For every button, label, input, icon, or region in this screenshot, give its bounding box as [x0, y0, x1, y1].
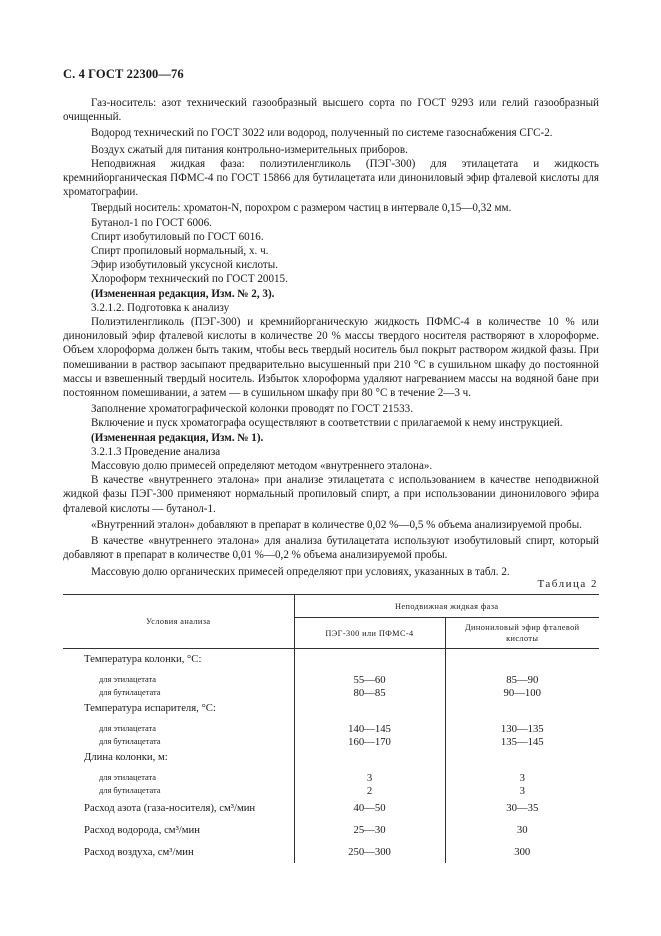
amendment-note: (Измененная редакция, Изм. № 2, 3). — [91, 287, 275, 300]
row-label: Расход воздуха, см³/мин — [84, 846, 194, 858]
table-row — [63, 841, 599, 863]
group-label: Температура испарителя, °С: — [84, 702, 216, 714]
row-label: для бутилацетата — [99, 687, 161, 697]
amendment-note: (Измененная редакция, Изм. № 1). — [91, 431, 264, 444]
table-head-col2: Динониловый эфир фталевой кислоты — [445, 618, 599, 649]
group-label: Длина колонки, м: — [84, 751, 168, 763]
value-cell: 30 — [445, 819, 599, 841]
table-head-col1: ПЭГ-300 или ПФМС-4 — [294, 618, 445, 649]
value-cell: 30—35 — [445, 797, 599, 819]
table-row — [63, 819, 599, 841]
value-cell: 130—135 — [445, 720, 599, 736]
paragraph: Водород технический по ГОСТ 3022 или водород, полученный по системе газоснабжения СГС-2. — [91, 127, 553, 140]
table-row — [63, 720, 599, 736]
paragraph: Бутанол-1 по ГОСТ 6006. — [91, 216, 212, 229]
paragraph: В качестве «внутреннего эталона» для анализа бутилацетата используют изобутиловый спирт, который добавляют в препарат в количестве 0,01 %—0,2 % объема анализируемой пробы. — [63, 535, 599, 562]
group-label: Температура колонки, °С: — [84, 653, 202, 665]
table-row — [63, 671, 599, 687]
row-label: для бутилацетата — [99, 785, 161, 795]
table-row — [63, 687, 599, 700]
document-body — [63, 96, 599, 579]
empty-cell — [294, 649, 445, 672]
value-cell: 160—170 — [294, 736, 445, 749]
paragraph: «Внутренний эталон» добавляют в препарат в количестве 0,02 %—0,5 % объема анализируемой пробы. — [91, 518, 582, 531]
empty-cell — [445, 699, 599, 720]
table-row — [63, 736, 599, 749]
paragraph: Хлороформ технический по ГОСТ 20015. — [91, 273, 288, 286]
empty-cell — [294, 748, 445, 769]
row-label: для бутилацетата — [99, 736, 161, 746]
empty-cell — [294, 699, 445, 720]
row-label: Расход водорода, см³/мин — [84, 824, 200, 836]
paragraph: Воздух сжатый для питания контрольно-измерительных приборов. — [91, 143, 408, 156]
value-cell: 3 — [445, 785, 599, 798]
paragraph: Твердый носитель: хроматон-N, порохром с размером частиц в интервале 0,15—0,32 мм. — [91, 202, 512, 215]
value-cell: 40—50 — [294, 797, 445, 819]
paragraph: Заполнение хроматографической колонки проводят по ГОСТ 21533. — [91, 403, 413, 416]
section-heading: 3.2.1.3 Проведение анализа — [91, 445, 221, 458]
paragraph: Включение и пуск хроматографа осуществляют в соответствии с прилагаемой к нему инструкцией. — [91, 417, 563, 430]
table-row — [63, 649, 599, 672]
table-row — [63, 785, 599, 798]
table-head-conditions: Условия анализа — [63, 595, 294, 649]
paragraph: Неподвижная жидкая фаза: полиэтиленгликоль (ПЭГ-300) для этилацетата и жидкость кремнийорганическая ПФМС-4 по ГОСТ 15866 для бутилацетата или динониловый эфир фталевой кислоты для хроматографии. — [63, 157, 599, 199]
row-label: для этилацетата — [99, 773, 156, 782]
paragraph: Спирт пропиловый нормальный, х. ч. — [91, 245, 269, 258]
row-label: Расход азота (газа-носителя), см³/мин — [84, 802, 256, 814]
value-cell: 3 — [294, 769, 445, 785]
page-header: С. 4 ГОСТ 22300—76 — [63, 67, 184, 81]
empty-cell — [445, 748, 599, 769]
value-cell: 90—100 — [445, 687, 599, 700]
paragraph: Эфир изобутиловый уксусной кислоты. — [91, 259, 278, 272]
paragraph: Газ-носитель: азот технический газообразный высшего сорта по ГОСТ 9293 или гелий газообразный очищенный. — [63, 97, 599, 124]
table-row — [63, 748, 599, 769]
paragraph: Массовую долю органических примесей определяют при условиях, указанных в табл. 2. — [91, 565, 510, 578]
row-label: для этилацетата — [99, 675, 156, 684]
table-row — [63, 699, 599, 720]
table-row — [63, 797, 599, 819]
section-heading: 3.2.1.2. Подготовка к анализу — [91, 301, 230, 314]
paragraph: Спирт изобутиловый по ГОСТ 6016. — [91, 230, 264, 243]
value-cell: 300 — [445, 841, 599, 863]
value-cell: 25—30 — [294, 819, 445, 841]
value-cell: 80—85 — [294, 687, 445, 700]
paragraph: Массовую долю примесей определяют методом «внутреннего эталона». — [91, 460, 433, 473]
row-label: для этилацетата — [99, 724, 156, 733]
value-cell: 250—300 — [294, 841, 445, 863]
value-cell: 3 — [445, 769, 599, 785]
empty-cell — [445, 649, 599, 672]
value-cell: 140—145 — [294, 720, 445, 736]
value-cell: 85—90 — [445, 671, 599, 687]
table-head-phase: Неподвижная жидкая фаза — [294, 595, 599, 618]
paragraph: В качестве «внутреннего эталона» при анализе этилацетата с использованием в качестве неподвижной жидкой фазы ПЭГ-300 применяют нормальный пропиловый спирт, а при использовании динонилового эфира фталевой кислоты — бутанол-1. — [63, 474, 599, 515]
value-cell: 2 — [294, 785, 445, 798]
paragraph: Полиэтиленгликоль (ПЭГ-300) и кремнийорганическую жидкость ПФМС-4 в количестве 10 % или динониловый эфир фталевой кислоты в количестве 20 % массы твердого носителя растворяют в хлороформе. Объем хлороформа должен быть таким, чтобы весь твердый носитель был покрыт раствором жидкой фазы. При помешивании в раствор засыпают предварительно высушенный при 210 °С в сушильном шкафу до постоянной массы и взвешенный твердый носитель. Избыток хлороформа удаляют нагреванием массы на водяной бане при постоянном помешивании, а затем — в сушильном шкафу при 80 °С в течение 2—3 ч. — [63, 316, 599, 400]
table-row — [63, 769, 599, 785]
table-caption: Таблица 2 — [537, 578, 598, 590]
value-cell: 55—60 — [294, 671, 445, 687]
value-cell: 135—145 — [445, 736, 599, 749]
